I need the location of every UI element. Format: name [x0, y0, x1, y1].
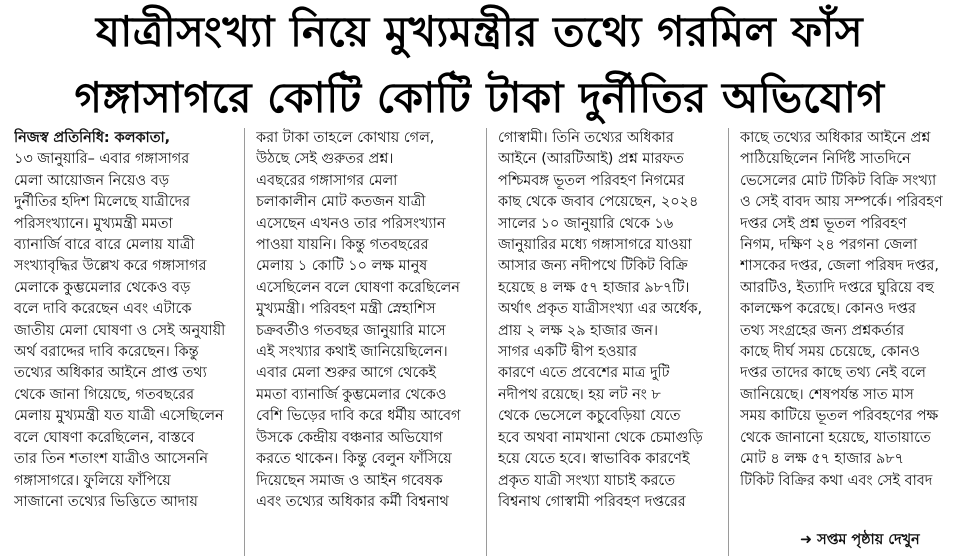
article-text-line: সময় কাটিয়ে ভূতল পরিবহণের পক্ষ — [740, 408, 939, 425]
article-text-line: মুখ্যমন্ত্রী। পরিবহণ মন্ত্রী স্নেহাশিস — [256, 301, 436, 318]
article-text-line: হয়ে যেতে হবে। স্বাভাবিক কারণেই — [498, 451, 690, 468]
article-text-line: সালের ১০ জানুয়ারি থেকে ১৬ — [498, 215, 674, 232]
article-text-line: দিয়েছেন সমাজ ও আইন গবেষক — [256, 472, 443, 489]
article-text-line: প্রকৃত যাত্রী সংখ্যা যাচাই করতে — [498, 472, 676, 489]
article-text-line: বলে ঘোষণা করেছিলেন, বাস্তবে — [14, 429, 195, 446]
article-text-line: পরিসংখ্যানে। মুখ্যমন্ত্রী মমতা — [14, 215, 173, 232]
article-text-line: মমতা ব্যানার্জি কুম্ভমেলার থেকেও — [256, 386, 447, 403]
byline: নিজস্ব প্রতিনিধি: কলকাতা, — [14, 130, 171, 146]
article-text-line: এবং তথ্যের অধিকার কর্মী বিশ্বনাথ — [256, 493, 449, 510]
article-text-line: পাঠিয়েছিলেন নির্দিষ্ট সাতদিনে — [740, 151, 911, 168]
article-column-3 — [498, 128, 715, 556]
article-text-line: দপ্তর তাদের কাছে তথ্য নেই বলে — [740, 365, 926, 382]
article-text-line: চক্রবর্তীও গতবছর জানুয়ারি মাসে — [256, 322, 446, 339]
article-text-line: আইনে (আরটিআই) প্রশ্ন মারফত — [498, 151, 684, 168]
article-text-line: থেকে জানা গিয়েছে, গতবছরের — [14, 386, 195, 403]
article-text-line: শাসকের দপ্তর, জেলা পরিষদ দপ্তর, — [740, 258, 939, 275]
article-text-line: কালক্ষেপ করেছে। কোনও দপ্তর — [740, 301, 916, 318]
continued-on-page-7: ➜ সপ্তম পৃষ্ঠায় দেখুন — [800, 532, 920, 548]
article-text-line: প্রায় ২ লক্ষ ২৯ হাজার জন। — [498, 322, 659, 339]
article-text-line: তথ্য সংগ্রহের জন্য প্রশ্নকর্তার — [740, 322, 905, 339]
article-text-line: ভেসেলের মোট টিকিট বিক্রি সংখ্যা — [740, 172, 937, 189]
article-text-line: গঙ্গাসাগরে। ফুলিয়ে ফাঁপিয়ে — [14, 472, 171, 489]
article-text-line: দপ্তর সেই প্রশ্ন ভূতল পরিবহণ — [740, 215, 907, 232]
headline-line-2: গঙ্গাসাগরে কোটি কোটি টাকা দুর্নীতির অভিযোগ — [74, 73, 885, 122]
article-column-1 — [14, 128, 231, 556]
article-text-line: আসার জন্য নদীপথে টিকিট বিক্রি — [498, 258, 688, 275]
article-text-line: বিশ্বনাথ গোস্বামী পরিবহণ দপ্তরের — [498, 493, 686, 510]
article-text-line: জানিয়েছে। শেষপর্যন্ত সাত মাস — [740, 386, 914, 403]
article-text-line: দুর্নীতির হদিশ মিলেছে যাত্রীদের — [14, 194, 191, 211]
article-column-4 — [740, 128, 957, 556]
article-text-line: উঠছে সেই গুরুতর প্রশ্ন। — [256, 151, 394, 168]
article-text-line: ও সেই বাবদ আয় সম্পর্কে। পরিবহণ — [740, 194, 943, 211]
headline-line-1: যাত্রীসংখ্যা নিয়ে মুখ্যমন্ত্রীর তথ্যে গরমিল ফাঁস — [95, 7, 864, 56]
article-text-line: টিকিট বিক্রির কথা এবং সেই বাবদ — [740, 472, 933, 489]
article-text-line: এবছরের গঙ্গাসাগর মেলা — [256, 172, 398, 189]
article-text-line: তার তিন শতাংশ যাত্রীও আসেননি — [14, 451, 208, 468]
article-text-line: এসেছিলেন বলে ঘোষণা করেছিলেন — [256, 279, 460, 296]
article-text-line: গোস্বামী। তিনি তথ্যের অধিকার — [498, 130, 674, 146]
article-text-line: ব্যানার্জি বারে বারে মেলায় যাত্রী — [14, 237, 195, 254]
article-text-line: মেলা আয়োজন নিয়েও বড় — [14, 172, 169, 189]
article-text-line: করতে থাকেন। কিন্তু বেলুন ফাঁসিয়ে — [256, 451, 452, 468]
article-column-2 — [256, 128, 473, 556]
article-text-line: বলে দাবি করেছেন এবং এটাকে — [14, 301, 192, 318]
article-text-line: সংখ্যাবৃদ্ধির উল্লেখ করে গঙ্গাসাগর — [14, 258, 207, 275]
column-divider — [244, 128, 245, 556]
article-text-line: পাওয়া যায়নি। কিন্তু গতবছরের — [256, 237, 429, 254]
article-text-line: অর্থাৎ প্রকৃত যাত্রীসংখ্যা এর অর্ধেক, — [498, 301, 703, 318]
article-text-line: ১৩ জানুয়ারি– এবার গঙ্গাসাগর — [14, 151, 190, 168]
article-text-line: নিগম, দক্ষিণ ২৪ পরগনা জেলা — [740, 237, 918, 254]
article-text-line: কাছে দীর্ঘ সময় চেয়েছে, কোনও — [740, 344, 920, 361]
article-text-line: জানুয়ারির মধ্যে গঙ্গাসাগরে যাওয়া — [498, 237, 692, 254]
column-divider — [728, 128, 729, 556]
article-text-line: বেশি ভিড়ের দাবি করে ধর্মীয় আবেগ — [256, 408, 461, 425]
article-text-line: মেলায় মুখ্যমন্ত্রী যত যাত্রী এসেছিলেন — [14, 408, 224, 425]
article-text-line: মেলাকে কুম্ভমেলার থেকেও বড় — [14, 279, 191, 296]
article-text-line: হবে অথবা নামখানা থেকে চেমাগুড়ি — [498, 429, 703, 446]
article-text-line: কাছে তথ্যের অধিকার আইনে প্রশ্ন — [740, 130, 931, 146]
article-text-line: জাতীয় মেলা ঘোষণা ও সেই অনুযায়ী — [14, 322, 226, 339]
article-text-line: সাজানো তথ্যের ভিত্তিতে আদায় — [14, 493, 198, 510]
article-text-line: অর্থ বরাদ্দের দাবি করেছেন। কিন্তু — [14, 344, 199, 361]
article-text-line: এসেছেন এখনও তার পরিসংখ্যান — [256, 215, 446, 232]
article-text-line: কাছ থেকে জবাব পেয়েছেন, ২০২৪ — [498, 194, 699, 211]
article-text-line: নদীপথ রয়েছে। হয় লট নং ৮ — [498, 386, 661, 403]
article-text-line: চলাকালীন মোট কতজন যাত্রী — [256, 194, 426, 211]
article-text-line: মেলায় ১ কোটি ১০ লক্ষ মানুষ — [256, 258, 428, 275]
article-text-line: পশ্চিমবঙ্গ ভূতল পরিবহণ নিগমের — [498, 172, 685, 189]
article-text-line: সাগর একটি দ্বীপ হওয়ার — [498, 344, 637, 361]
column-divider — [486, 128, 487, 556]
article-text-line: তথ্যের অধিকার আইনে প্রাপ্ত তথ্য — [14, 365, 207, 382]
article-text-line: থেকে জানানো হয়েছে, যাতায়াতে — [740, 429, 931, 446]
article-text-line: মোট ৪ লক্ষ ৫৭ হাজার ৯৮৭ — [740, 451, 904, 468]
article-text-line: এবার মেলা শুরুর আগে থেকেই — [256, 365, 436, 382]
article-text-line: হয়েছে ৪ লক্ষ ৫৭ হাজার ৯৮৭টি। — [498, 279, 690, 296]
article-text-line: থেকে ভেসেলে কচুবেড়িয়া যেতে — [498, 408, 681, 425]
article-text-line: উসকে কেন্দ্রীয় বঞ্চনার অভিযোগ — [256, 429, 443, 446]
article-text-line: কারণে এতে প্রবেশের মাত্র দুটি — [498, 365, 670, 382]
article-text-line: আরটিও, ইত্যাদি দপ্তরে ঘুরিয়ে বহু — [740, 279, 934, 296]
article-text-line: করা টাকা তাহলে কোথায় গেল, — [256, 130, 435, 146]
article-text-line: এই সংখ্যার কথাই জানিয়েছিলেন। — [256, 344, 448, 361]
